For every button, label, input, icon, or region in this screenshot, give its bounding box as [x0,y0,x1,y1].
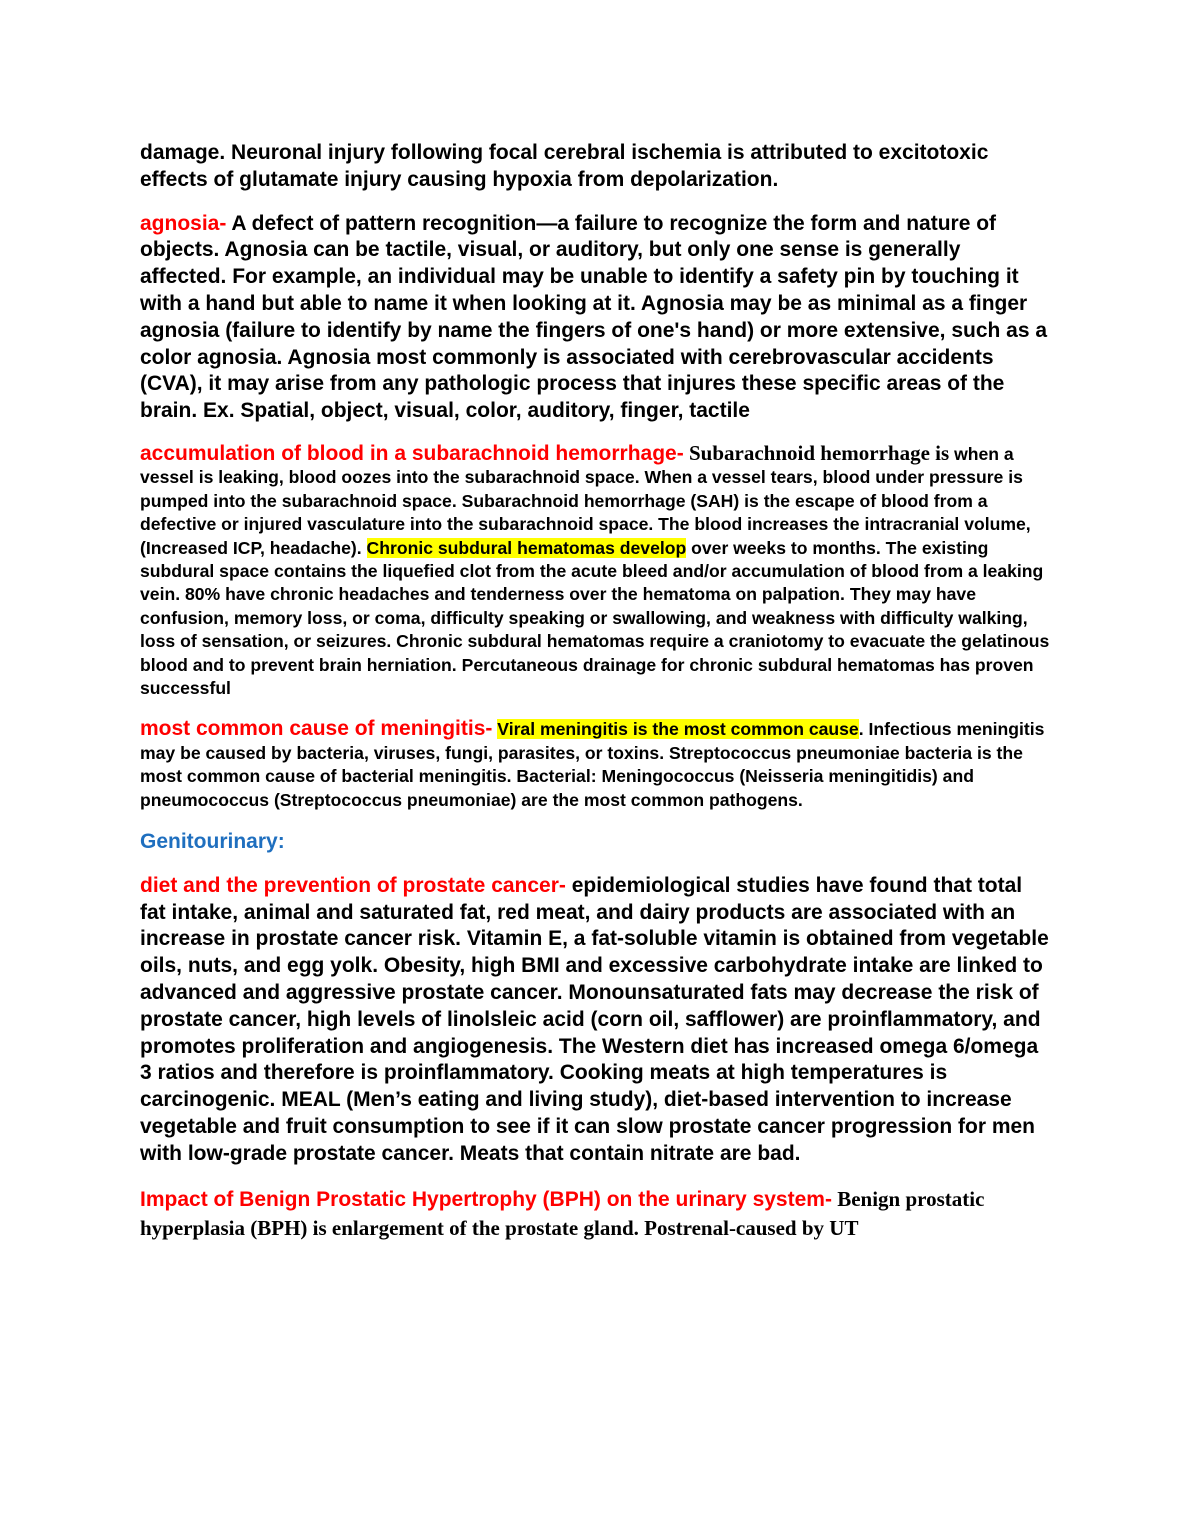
sah-serif-lead: Subarachnoid hemorrhage is [683,440,950,465]
agnosia-paragraph [140,211,1052,425]
sah-term: accumulation of blood in a subarachnoid hemorrhage- [140,441,684,465]
intro-paragraph [140,140,1052,194]
agnosia-body: A defect of pattern recognition—a failure to recognize the form and nature of objects. Agnosia can be tactile, visual, or auditory, but only one sense is generally affected. For example, an individual may be unable to identify a safety pin by touching it with a hand but able to name it when looking at it. Agnosia may be as minimal as a finger agnosia (failure to identify by name the fingers of one's hand) or more extensive, such as a color agnosia. Agnosia most commonly is associated with cerebrovascular accidents (CVA), it may arise from any pathologic process that injures these specific areas of the brain. Ex. Spatial, object, visual, color, auditory, finger, tactile [140,211,1048,423]
meningitis-body: . Infectious meningitis may be caused by bacteria, viruses, fungi, parasites, or toxins. Streptococcus pneumoniae bacteria is the most common cause of bacterial meningitis. Bacterial: Meningococcus (Neisseria meningitidis) and pneumococcus (Streptococcus pneumoniae) are the most common pathogens. [140,719,1045,810]
prostate-body: epidemiological studies have found that total fat intake, animal and saturated fat, red meat, and dairy products are associated with an increase in prostate cancer risk. Vitamin E, a fat-soluble vitamin is obtained from vegetable oils, nuts, and egg yolk. Obesity, high BMI and excessive carbohydrate intake are linked to advanced and aggressive prostate cancer. Monounsaturated fats may decrease the risk of prostate cancer, high levels of linolsleic acid (corn oil, safflower) are proinflammatory, and promotes proliferation and angiogenesis. The Western diet has increased omega 6/omega 3 ratios and therefore is proinflammatory. Cooking meats at high temperatures is carcinogenic. MEAL (Men’s eating and living study), diet-based intervention to increase vegetable and fruit consumption to see if it can slow prostate cancer progression for men with low-grade prostate cancer. Meats that contain nitrate are bad. [140,873,1049,1165]
intro-text: damage. Neuronal injury following focal cerebral ischemia is attributed to excitotoxic effects of glutamate injury causing hypoxia from depolarization. [140,141,989,191]
bph-term: Impact of Benign Prostatic Hypertrophy (BPH) on the urinary system- [140,1187,832,1211]
bph-paragraph [140,1185,1052,1243]
genitourinary-heading: Genitourinary: [140,830,285,854]
sah-paragraph [140,442,1052,700]
document-page [140,140,1052,1243]
agnosia-term: agnosia- [140,211,227,235]
meningitis-term: most common cause of meningitis- [140,717,493,741]
prostate-term: diet and the prevention of prostate cancer- [140,873,566,897]
meningitis-highlight: Viral meningitis is the most common cause [497,719,859,740]
prostate-paragraph [140,873,1052,1168]
sah-highlight: Chronic subdural hematomas develop [366,537,687,558]
sah-body-before: when a vessel is leaking, blood oozes into the subarachnoid space. When a vessel tears, blood under pressure is pumped into the subarachnoid space. Subarachnoid hemorrhage (SAH) is the escape of blood from a defective or injured vasculature into the subarachnoid space. The blood increases the intracranial volume, (Increased ICP, headache). [140,443,1031,558]
sah-body-after: over weeks to months. The existing subdural space contains the liquefied clot from the acute bleed and/or accumulation of blood from a leaking vein. 80% have chronic headaches and tenderness over the hematoma on palpation. They may have confusion, memory loss, or coma, difficulty speaking or swallowing, and weakness with difficulty walking, loss of sensation, or seizures. Chronic subdural hematomas require a craniotomy to evacuate the gelatinous blood and to prevent brain herniation. Percutaneous drainage for chronic subdural hematomas has proven successful [140,537,1050,699]
meningitis-paragraph [140,717,1052,812]
bph-body: Benign prostatic hyperplasia (BPH) is enlargement of the prostate gland. Postrenal-caused by UT [140,1186,985,1240]
